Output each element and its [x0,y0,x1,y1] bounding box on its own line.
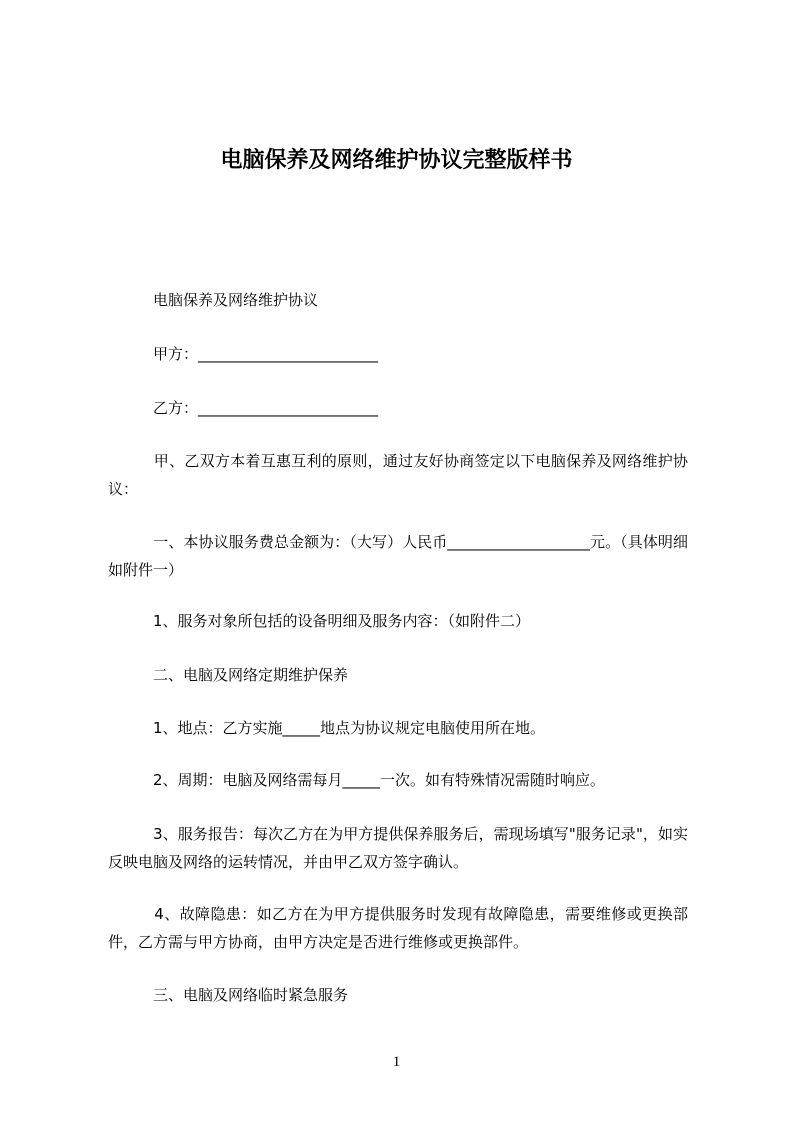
agreement-heading: 电脑保养及网络维护协议 [108,291,319,309]
section-3-heading: 三、电脑及网络临时紧急服务 [108,986,349,1004]
section-1-fee: 一、本协议服务费总金额为：（大写）人民币___________________元。（具体明细如附件一） [108,533,688,579]
preamble-paragraph: 甲、乙双方本着互惠互利的原则，通过友好协商签定以下电脑保养及网络维护协议： [108,452,688,498]
clause-location: 1、地点：乙方实施_____地点为协议规定电脑使用所在地。 [108,719,546,737]
clause-service-report: 3、服务报告：每次乙方在为甲方提供保养服务后，需现场填写"服务记录"，如实反映电脑及网络的运转情况，并由甲乙双方签字确认。 [108,825,688,871]
clause-service-objects: 1、服务对象所包括的设备明细及服务内容：（如附件二） [108,612,531,630]
clause-period: 2、周期：电脑及网络需每月_____一次。如有特殊情况需随时响应。 [108,771,606,789]
document-title: 电脑保养及网络维护协议完整版样书 [220,148,573,173]
page-number: 1 [392,1054,401,1070]
section-2-heading: 二、电脑及网络定期维护保养 [108,666,349,684]
party-a-line: 甲方：________________________ [108,345,379,363]
party-b-line: 乙方：________________________ [108,399,379,417]
clause-fault-hazard: 4、故障隐患：如乙方在为甲方提供服务时发现有故障隐患，需要维修或更换部件，乙方需与甲方协商，由甲方决定是否进行维修或更换部件。 [108,905,688,951]
